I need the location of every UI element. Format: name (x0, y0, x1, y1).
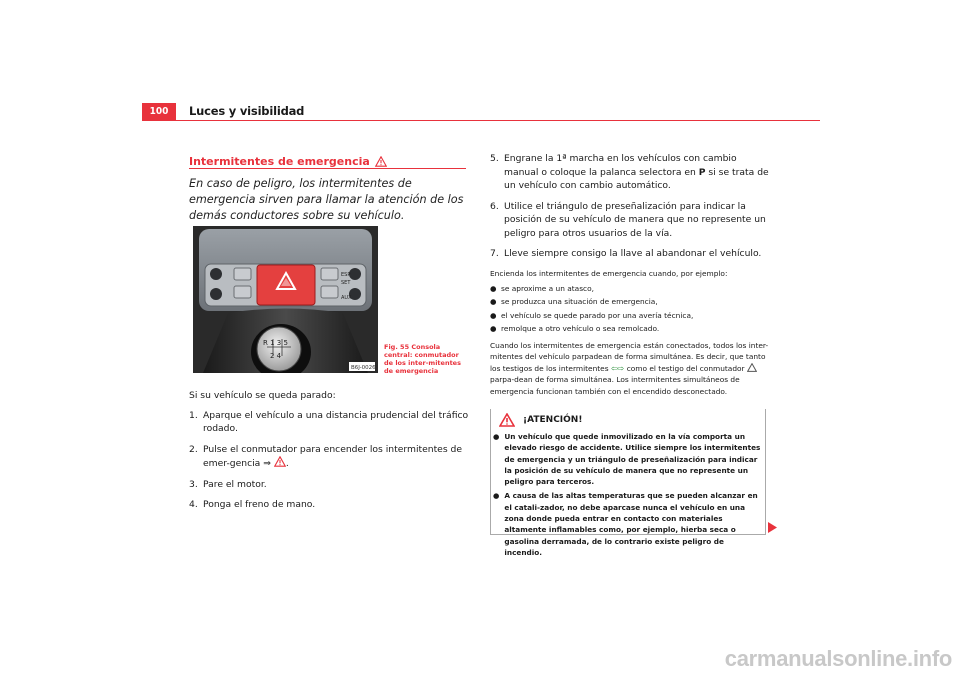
list-item: ● se produzca una situación de emergencia, (490, 297, 658, 306)
info-text (490, 268, 770, 397)
page-number: 100 (142, 103, 176, 120)
warning-triangle-icon (274, 456, 286, 467)
list-item: 1. Aparque el vehículo a una distancia prudencial del tráfico rodado. (189, 409, 469, 434)
right-column (490, 152, 770, 268)
list-item: 5. Engrane la 1ª marcha en los vehículos con cambio manual o coloque la palanca selectora en P si se trata de un vehículo con cambio automático. (490, 153, 769, 191)
list-item: ● Un vehículo que quede inmovilizado en la vía comporta un elevado riesgo de accidente. Utilice siempre los intermitentes de emergencia y un triángulo de preseñalización para indicar la posición de su vehículo de manera que no represente un peligro para terceros. (493, 432, 761, 487)
console-illustration (193, 226, 378, 373)
esp-label: ESP (341, 272, 351, 278)
list-item: ● remolque a otro vehículo o sea remolcado. (490, 324, 660, 333)
set-label: SET (341, 280, 351, 286)
list-item: ● se aproxime a un atasco, (490, 283, 594, 293)
warning-triangle-icon (375, 156, 387, 167)
left-column (189, 389, 469, 519)
list-item: ● A causa de las altas temperaturas que se pueden alcanzar en el catali-zador, no debe aparcase nunca el vehículo en una zona donde pueda entrar en contacto con materiales altamente inflamables como, por ejemplo, hierba seca o gasolina derramada, de lo contrario existe peligro de incendio. (493, 491, 758, 557)
list-item: 2. Pulse el conmutador para encender los intermitentes de emer-gencia ⇒ . (189, 443, 463, 469)
info-lead: Encienda los intermitentes de emergencia cuando, por ejemplo: (490, 269, 728, 278)
warning-box (490, 409, 766, 557)
info-paragraph: Cuando los intermitentes de emergencia están conectados, todos los inter-mitentes del vehículo parpadean de forma simultánea. Es decir, que tanto los testigos de los intermitentes ⇦⇨ como el testigo del conmutador parpa-dean de forma simultánea. Los intermitentes simultáneos de emergencia funcionan también con el encendido desconectado. (490, 340, 769, 396)
list-item: 3. Pare el motor. (189, 478, 267, 490)
warning-body (493, 431, 763, 558)
next-page-arrow-icon (768, 522, 777, 533)
warning-heading: ¡ATENCIÓN! (491, 409, 582, 431)
list-item: 6. Utilice el triángulo de preseñalización para indicar la posición de su vehículo de manera que no represente un peligro para otros usuarios de la vía. (490, 200, 766, 239)
warning-triangle-icon (747, 363, 757, 372)
section-intro: En caso de peligro, los intermitentes de emergencia sirven para llamar la atención de los demás conductores sobre su vehículo. (189, 177, 464, 222)
chapter-title: Luces y visibilidad (189, 104, 305, 118)
warning-triangle-icon (499, 413, 515, 427)
gear-top-label: R 1 3 5 (263, 339, 288, 347)
list-item: 4. Ponga el freno de mano. (189, 499, 316, 510)
watermark: carmanualsonline.info (724, 646, 952, 671)
section-rule (189, 168, 466, 169)
steps-lead: Si su vehículo se queda parado: (189, 390, 336, 401)
list-item: 7. Lleve siempre consigo la llave al abandonar el vehículo. (490, 248, 762, 259)
turn-signal-icon: ⇦⇨ (610, 363, 625, 373)
figure-caption: Fig. 55 Consola central: conmutador de los inter-mitentes de emergencia (384, 343, 461, 375)
header-rule (142, 120, 820, 121)
list-item: ● el vehículo se quede parado por una avería técnica, (490, 310, 694, 320)
console-photo (193, 226, 378, 373)
section-title-text: Intermitentes de emergencia (189, 155, 370, 168)
section-title (189, 155, 387, 168)
figure-code: B6J-0026 (351, 365, 376, 371)
gear-bottom-label: 2 4 (270, 352, 282, 360)
aux-label: AUX (341, 295, 352, 301)
